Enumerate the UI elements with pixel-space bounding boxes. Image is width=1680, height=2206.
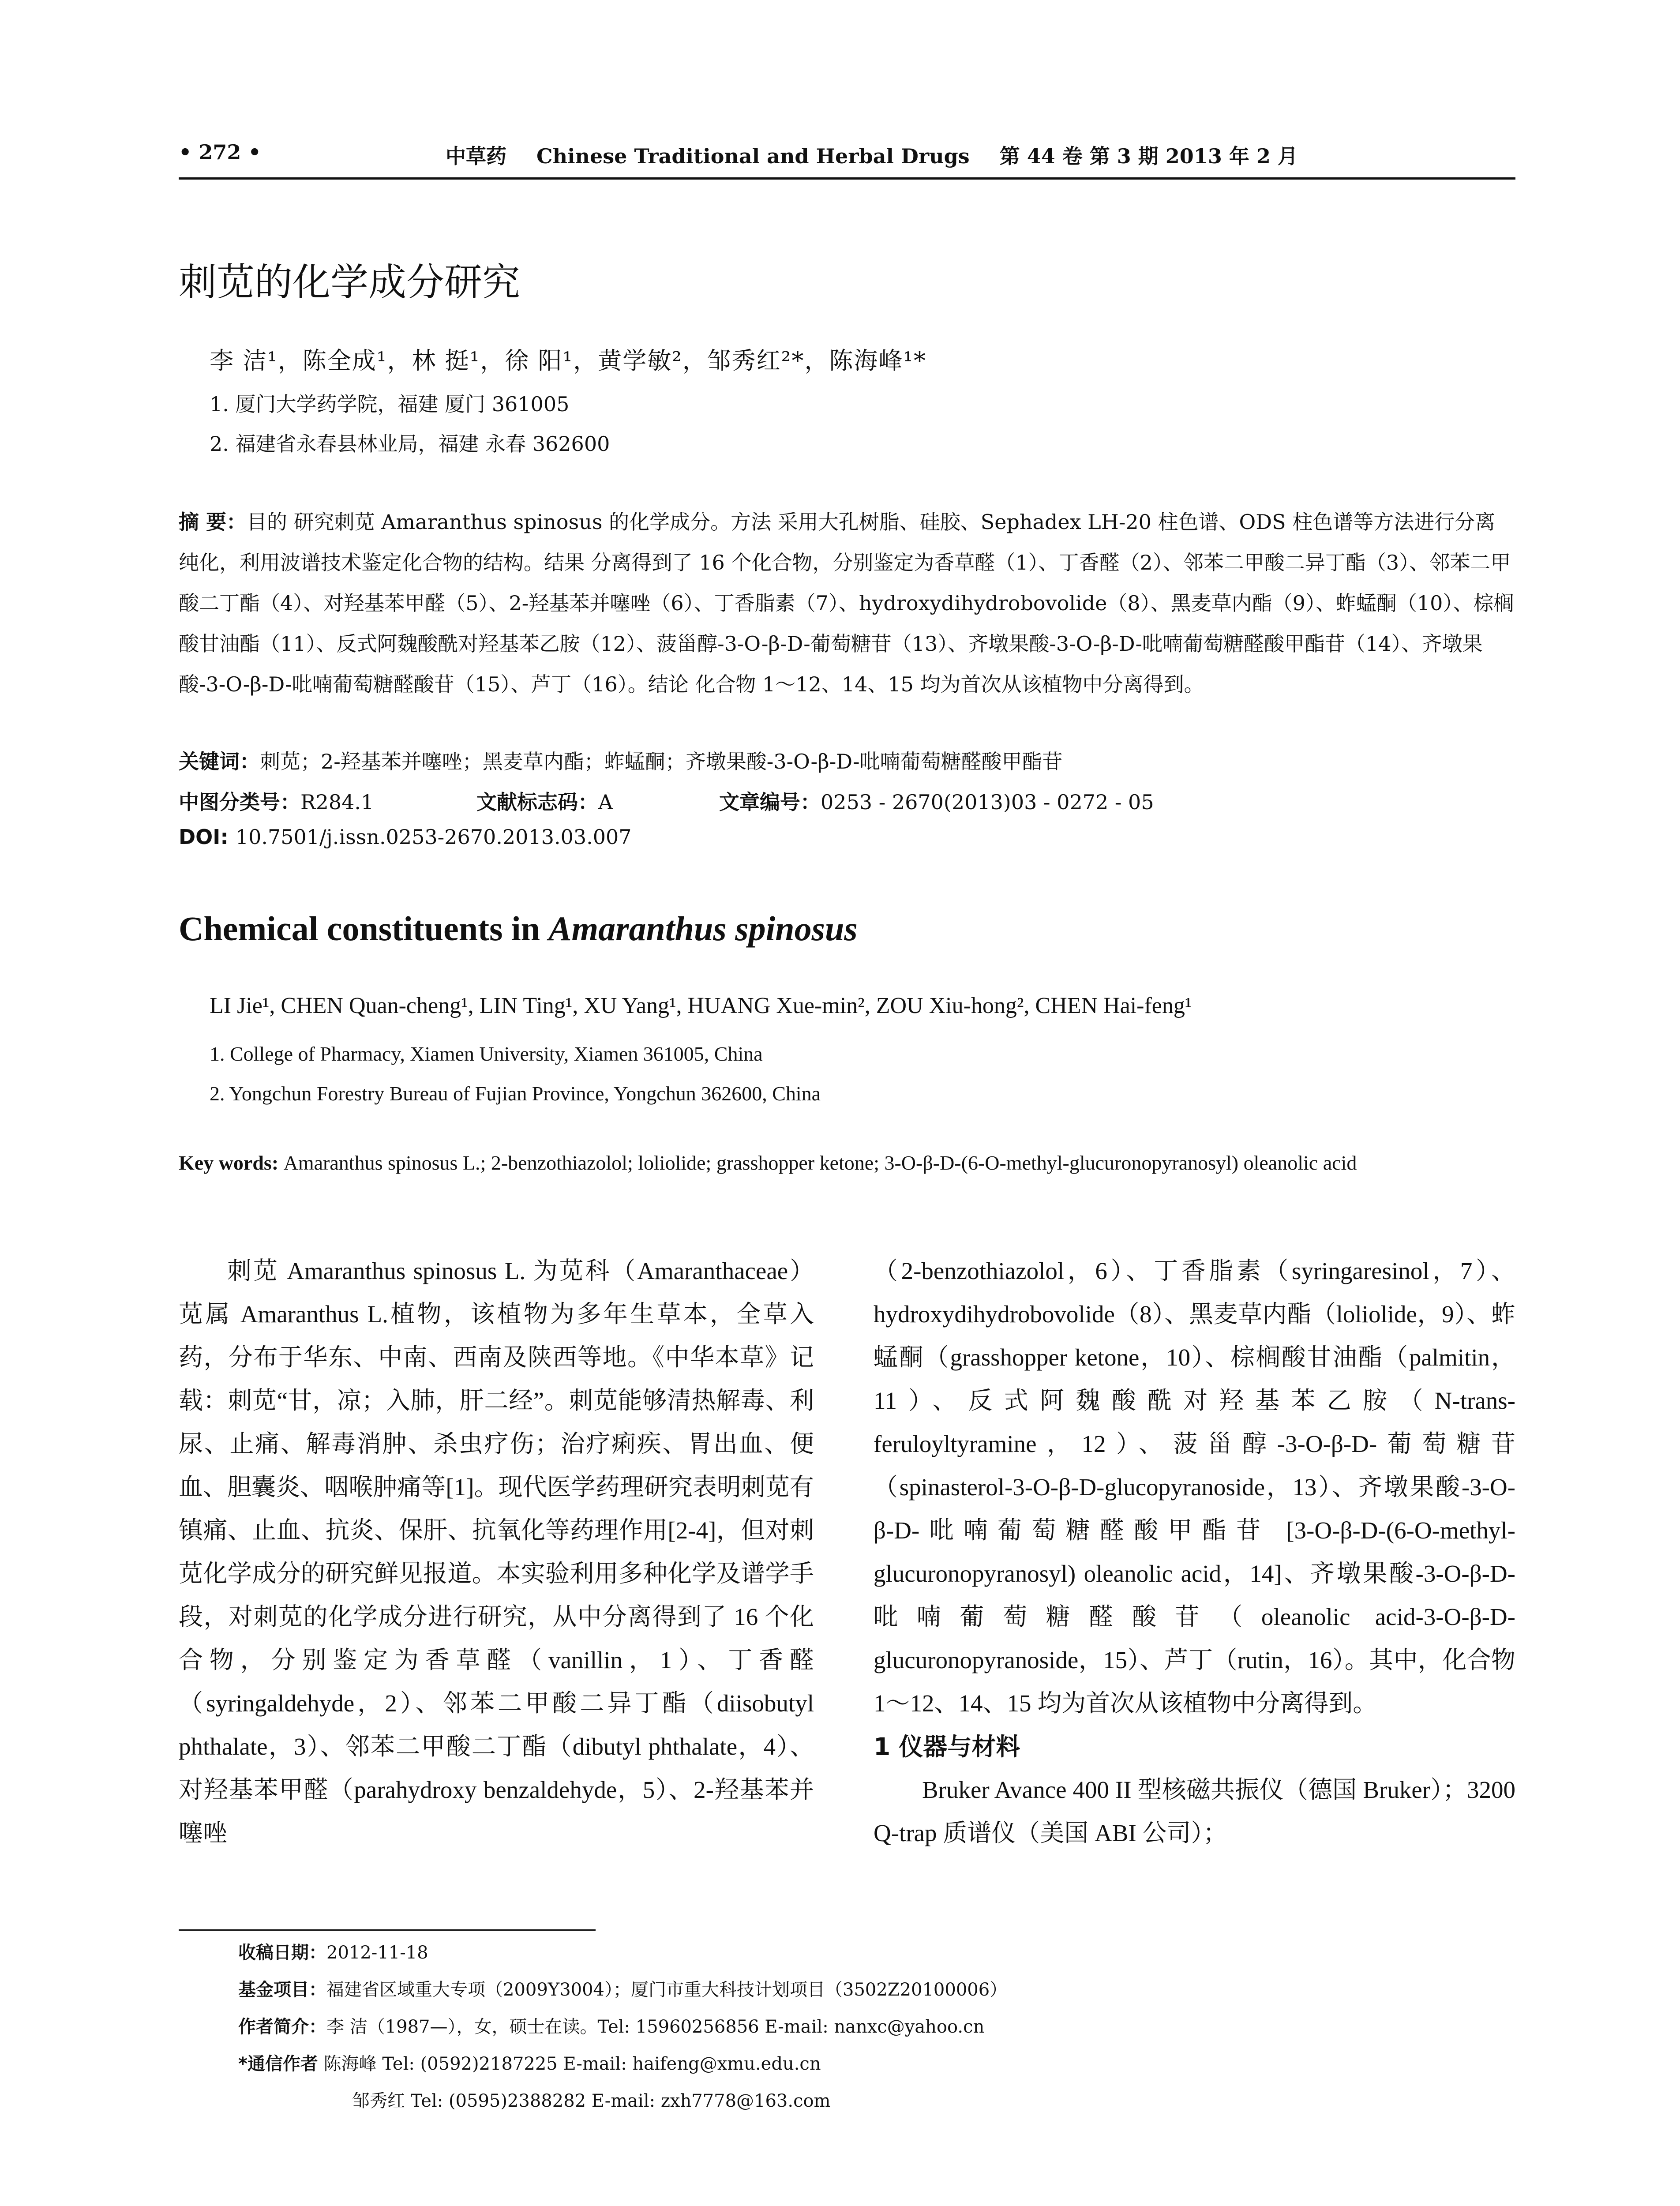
abstract-zh	[179, 502, 1515, 705]
document-code: 文献标志码：A	[476, 790, 613, 814]
affiliation-zh-1: 1. 厦门大学药学院，福建 厦门 361005	[210, 392, 570, 416]
affiliation-en-1: 1. College of Pharmacy, Xiamen University, Xiamen 361005, China	[210, 1043, 763, 1065]
authors-zh: 李 洁¹，陈全成¹，林 挺¹，徐 阳¹，黄学敏²，邹秀红²*，陈海峰¹*	[210, 347, 927, 375]
page-number: • 272 •	[179, 140, 261, 164]
keywords-text: 刺苋；2-羟基苯并噻唑；黑麦草内酯；蚱蜢酮；齐墩果酸-3-O-β-D-吡喃葡萄糖醛酸甲酯苷	[260, 750, 1063, 773]
corresponding-2: 邹秀红 Tel: (0595)2388282 E-mail: zxh7778@163.com	[352, 2091, 831, 2111]
journal-name-en: Chinese Traditional and Herbal Drugs	[536, 144, 970, 168]
intro-paragraph-continued: （2-benzothiazolol，6）、丁香脂素（syringaresinol，7）、hydroxydihydrobovolide（8）、黑麦草内酯（loliolide，9）、蚱蜢酮（grasshopper ketone，10）、棕榈酸甘油酯（palmitin，11）、反式阿魏酸酰对羟基苯乙胺（N-trans-feruloyltyramine，12）、菠甾醇-3-O-β-D-葡萄糖苷（spinasterol-3-O-β-D-glucopyranoside，13）、齐墩果酸-3-O-β-D-吡喃葡萄糖醛酸甲酯苷 [3-O-β-D-(6-O-methyl-glucuronopyranosyl) oleanolic acid，14]、齐墩果酸-3-O-β-D-吡喃葡萄糖醛酸苷（oleanolic acid-3-O-β-D-glucuronopyranoside，15）、芦丁（rutin，16）。其中，化合物 1～12、14、15 均为首次从该植物中分离得到。	[874, 1257, 1515, 1717]
authors-en: LI Jie¹, CHEN Quan-cheng¹, LIN Ting¹, XU Yang¹, HUANG Xue-min², ZOU Xiu-hong², CHEN Hai-feng¹	[210, 993, 1192, 1018]
abstract-text: 目的 研究刺苋 Amaranthus spinosus 的化学成分。方法 采用大孔树脂、硅胶、Sephadex LH-20 柱色谱、ODS 柱色谱等方法进行分离纯化，利用波谱技术鉴定化合物的结构。结果 分离得到了 16 个化合物，分别鉴定为香草醛（1）、丁香醛（2）、邻苯二甲酸二异丁酯（3）、邻苯二甲酸二丁酯（4）、对羟基苯甲醛（5）、2-羟基苯并噻唑（6）、丁香脂素（7）、hydroxydihydrobovolide（8）、黑麦草内酯（9）、蚱蜢酮（10）、棕榈酸甘油酯（11）、反式阿魏酸酰对羟基苯乙胺（12）、菠甾醇-3-O-β-D-葡萄糖苷（13）、齐墩果酸-3-O-β-D-吡喃葡萄糖醛酸甲酯苷（14）、齐墩果酸-3-O-β-D-吡喃葡萄糖醛酸苷（15）、芦丁（16）。结论 化合物 1～12、14、15 均为首次从该植物中分离得到。	[179, 510, 1514, 696]
footnote-rule	[179, 1929, 596, 1931]
affiliation-en-2: 2. Yongchun Forestry Bureau of Fujian Province, Yongchun 362600, China	[210, 1082, 821, 1105]
affiliation-zh-2: 2. 福建省永春县林业局，福建 永春 362600	[210, 432, 610, 456]
keywords-en: Key words: Amaranthus spinosus L.; 2-benzothiazolol; loliolide; grasshopper ketone; 3-O-β-D-(6-O-methyl-glucuronopyranosyl) oleanolic acid	[179, 1152, 1357, 1174]
header-rule	[179, 177, 1515, 180]
title-zh: 刺苋的化学成分研究	[179, 260, 520, 304]
article-number: 文章编号：0253 - 2670(2013)03 - 0272 - 05	[719, 790, 1154, 814]
title-en: Chemical constituents in Amaranthus spinosus	[179, 909, 858, 948]
journal-issue: 第 44 卷 第 3 期 2013 年 2 月	[999, 144, 1298, 168]
intro-paragraph: 刺苋 Amaranthus spinosus L. 为苋科（Amaranthaceae）苋属 Amaranthus L.植物，该植物为多年生草本，全草入药，分布于华东、中南、西南及陕西等地。《中华本草》记载：刺苋“甘，凉；入肺，肝二经”。刺苋能够清热解毒、利尿、止痛、解毒消肿、杀虫疗伤；治疗痢疾、胃出血、便血、胆囊炎、咽喉肿痛等[1]。现代医学药理研究表明刺苋有镇痛、止血、抗炎、保肝、抗氧化等药理作用[2-4]，但对刺苋化学成分的研究鲜见报道。本实验利用多种化学及谱学手段，对刺苋的化学成分进行研究，从中分离得到了 16 个化合物，分别鉴定为香草醛（vanillin，1）、丁香醛（syringaldehyde，2）、邻苯二甲酸二异丁酯（diisobutyl phthalate，3）、邻苯二甲酸二丁酯（dibutyl phthalate，4）、对羟基苯甲醛（parahydroxy benzaldehyde，5）、2-羟基苯并噻唑	[179, 1257, 814, 1846]
doi: DOI: 10.7501/j.issn.0253-2670.2013.03.007	[179, 825, 632, 849]
section-paragraph: Bruker Avance 400 II 型核磁共振仪（德国 Bruker）；3200 Q-trap 质谱仪（美国 ABI 公司）；	[874, 1776, 1515, 1846]
author-bio: 作者简介：李 洁（1987—），女，硕士在读。Tel: 15960256856 E-mail: nanxc@yahoo.cn	[238, 2017, 985, 2037]
abstract-label: 摘 要：	[179, 510, 247, 534]
fund: 基金项目：福建省区域重大专项（2009Y3004）；厦门市重大科技计划项目（3502Z20100006）	[238, 1980, 1008, 2000]
keywords-zh	[179, 746, 1063, 775]
body-right-column	[874, 1249, 1515, 1855]
received-date: 收稿日期：2012-11-18	[238, 1943, 428, 1963]
keywords-label: 关键词：	[179, 750, 260, 773]
section-heading: 1 仪器与材料	[874, 1733, 1020, 1761]
class-number: 中图分类号：R284.1	[179, 790, 374, 814]
journal-header	[446, 140, 1298, 169]
body-left-column	[179, 1249, 814, 1855]
journal-name-zh: 中草药	[446, 144, 506, 168]
corresponding-1: *通信作者 陈海峰 Tel: (0592)2187225 E-mail: haifeng@xmu.edu.cn	[238, 2054, 821, 2074]
